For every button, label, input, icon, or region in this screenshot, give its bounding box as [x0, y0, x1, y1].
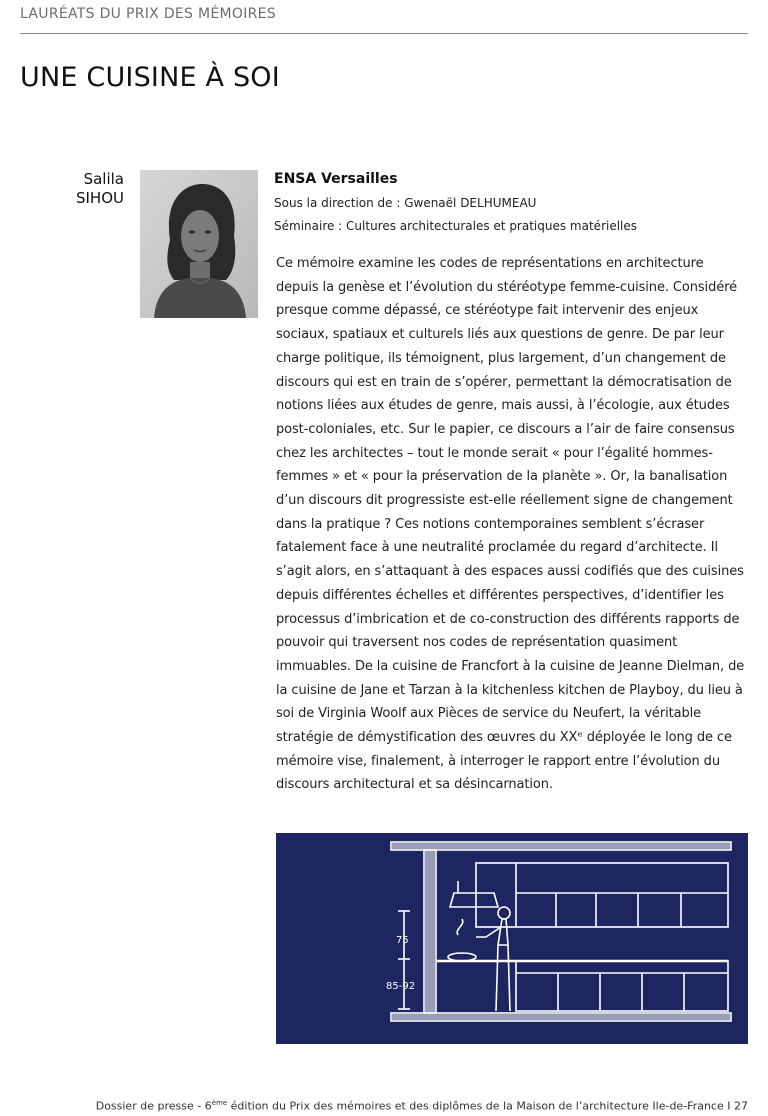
author-last-name: SIHOU — [75, 189, 124, 207]
section-label: LAURÉATS DU PRIX DES MÉMOIRES — [20, 6, 276, 22]
footer-text-start: Dossier de presse - 6 — [95, 1099, 212, 1113]
school-name: ENSA Versailles — [274, 171, 398, 187]
page-number: I 27 — [727, 1099, 748, 1113]
kitchen-section-drawing — [276, 833, 748, 1044]
footer-superscript: ème — [211, 1099, 228, 1107]
author-portrait — [140, 170, 258, 318]
dimension-label-lower: 85-92 — [386, 981, 416, 992]
seminar-line: Séminaire : Cultures architecturales et pratiques matérielles — [274, 219, 638, 233]
supervisor-line: Sous la direction de : Gwenaël DELHUMEAU — [274, 196, 537, 210]
memoir-meta — [274, 170, 744, 234]
author-first-name: Salila — [83, 170, 124, 188]
dimension-label-upper: 75 — [396, 935, 409, 946]
author-name — [40, 170, 124, 208]
footer-text-end: édition du Prix des mémoires et des diplômes de la Maison de l’architecture Ile-de-France — [227, 1099, 724, 1113]
kitchen-drawing — [276, 833, 748, 1044]
abstract-text: Ce mémoire examine les codes de représentations en architecture depuis la genèse et l’évolution du stéréotype femme-cuisine. Considéré presque comme dépassé, ce stéréotype fait intervenir des enjeux sociaux, spatiaux et culturels liés aux questions de genre. De par leur charge politique, ils témoignent, plus largement, d’un changement de discours qui est en train de s’opérer, permettant la démocratisation de notions liées aux études de genre, mais aussi, à l’écologie, aux études post-coloniales, etc. Sur le papier, ce discours a l’air de faire consensus chez les architectes – tout le monde serait « pour l’égalité hommes-femmes » et « pour la préservation de la planète ». Or, la banalisation d’un discours dit progressiste est-elle réellement signe de changement dans la pratique ? Ces notions contemporaines semblent s’écraser fatalement face à une neutralité proclamée du regard d’architecte. Il s’agit alors, en s’attaquant à des espaces aussi codifiés que des cuisines depuis différentes échelles et différentes perspectives, d’identifier les processus d’imbrication et de co-construction des différents rapports de pouvoir qui traversent nos codes de représentation quasiment immuables. De la cuisine de Francfort à la cuisine de Jeanne Dielman, de la cuisine de Jane et Tarzan à la kitchenless kitchen de Playboy, du lieu à soi de Virginia Woolf aux Pièces de service du Neufert, la véritable stratégie de démystification des œuvres du XXᵉ déployée le long de ce mémoire vise, finalement, à interroger le rapport entre l’évolution du discours architectural et sa désincarnation. — [276, 256, 745, 793]
page-footer — [96, 1099, 748, 1113]
portrait-photo — [140, 170, 258, 318]
page-title: UNE CUISINE À SOI — [20, 62, 280, 93]
top-rule — [20, 33, 748, 34]
